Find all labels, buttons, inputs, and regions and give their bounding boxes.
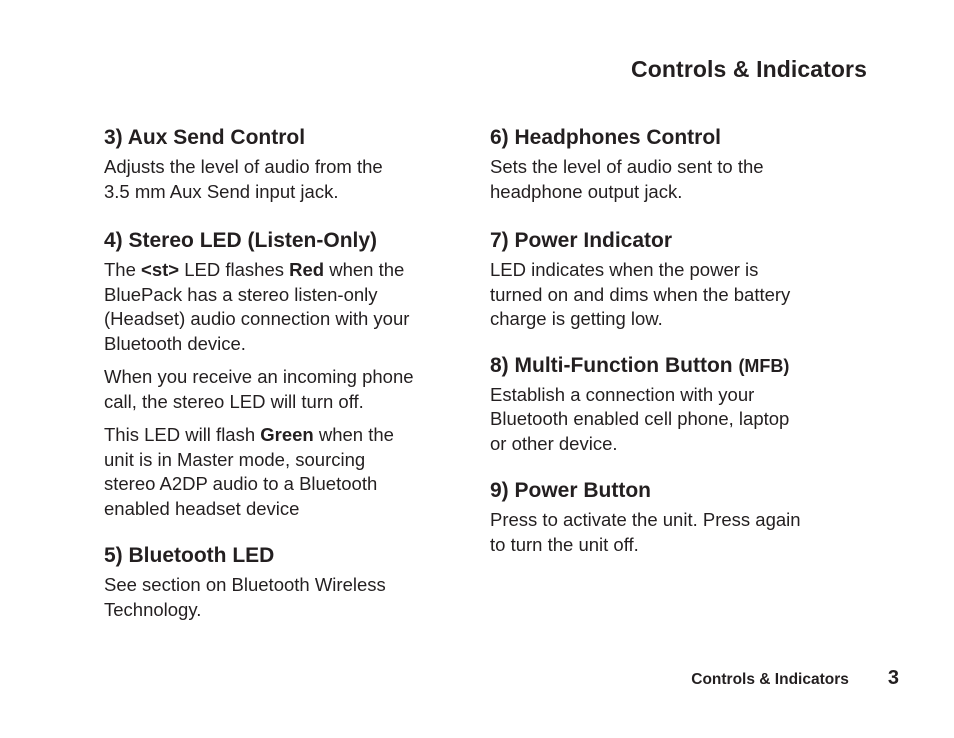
section-body <box>104 423 464 521</box>
body-line: or other device. <box>490 432 618 454</box>
section-body <box>490 508 850 557</box>
section-heading: 5) Bluetooth LED <box>104 544 275 567</box>
section-body <box>490 258 850 332</box>
body-text: This LED will flash <box>104 424 261 445</box>
heading-text: 8) Multi-Function Button <box>490 353 739 377</box>
section-body <box>104 365 464 414</box>
body-text: LED flashes <box>179 259 290 280</box>
footer-label: Controls & Indicators <box>691 671 849 688</box>
red-emphasis: Red <box>289 259 325 280</box>
body-line: charge is getting low. <box>490 308 663 329</box>
section-aux-send-control <box>104 124 464 204</box>
body-line: When you receive an incoming phone <box>104 366 414 387</box>
section-stereo-led <box>104 227 464 521</box>
body-line: See section on Bluetooth Wireless <box>104 574 386 595</box>
body-line: 3.5 mm Aux Send input jack. <box>104 180 339 202</box>
body-line: BluePack has a stereo listen-only <box>104 283 378 305</box>
section-body <box>490 383 850 457</box>
body-line: to turn the unit off. <box>490 533 639 555</box>
body-line: Bluetooth device. <box>104 332 246 354</box>
body-line: call, the stereo LED will turn off. <box>104 390 364 412</box>
section-power-button <box>490 477 850 557</box>
heading-abbreviation: (MFB) <box>738 355 790 376</box>
body-line: unit is in Master mode, sourcing <box>104 448 366 470</box>
section-body <box>104 155 464 204</box>
body-line: turned on and dims when the battery <box>490 283 791 305</box>
body-line: LED indicates when the power is <box>490 259 759 280</box>
section-body <box>104 258 464 356</box>
body-text: The <box>104 259 142 280</box>
body-line: headphone output jack. <box>490 180 683 202</box>
page-number: 3 <box>887 667 899 689</box>
section-heading: 3) Aux Send Control <box>104 126 306 149</box>
body-line: Sets the level of audio sent to the <box>490 156 764 177</box>
body-line: stereo A2DP audio to a Bluetooth <box>104 473 378 494</box>
st-tag-text: <st> <box>141 259 180 280</box>
left-column <box>104 124 464 622</box>
body-line: Press to activate the unit. Press again <box>490 509 801 530</box>
section-heading: 9) Power Button <box>490 479 651 502</box>
body-line: Technology. <box>104 598 202 620</box>
body-line: Establish a connection with your <box>490 383 755 405</box>
body-line: Adjusts the level of audio from the <box>104 156 383 177</box>
page-title: Controls & Indicators <box>631 56 867 82</box>
section-body <box>490 155 850 204</box>
green-emphasis: Green <box>260 424 314 445</box>
section-bluetooth-led <box>104 542 464 622</box>
section-body <box>104 573 464 622</box>
section-multi-function-button <box>490 352 850 457</box>
section-heading: 6) Headphones Control <box>490 126 722 149</box>
body-line: Bluetooth enabled cell phone, laptop <box>490 408 790 429</box>
body-text: when the <box>324 259 405 280</box>
page-footer <box>691 667 899 690</box>
section-heading: 4) Stereo LED (Listen-Only) <box>104 229 378 252</box>
section-heading: 7) Power Indicator <box>490 229 673 252</box>
body-line: (Headset) audio connection with your <box>104 308 410 329</box>
section-power-indicator <box>490 227 850 332</box>
section-heading <box>490 352 850 380</box>
right-column <box>490 124 850 557</box>
body-text: when the <box>313 424 394 445</box>
body-line: enabled headset device <box>104 497 300 519</box>
section-headphones-control <box>490 124 850 204</box>
